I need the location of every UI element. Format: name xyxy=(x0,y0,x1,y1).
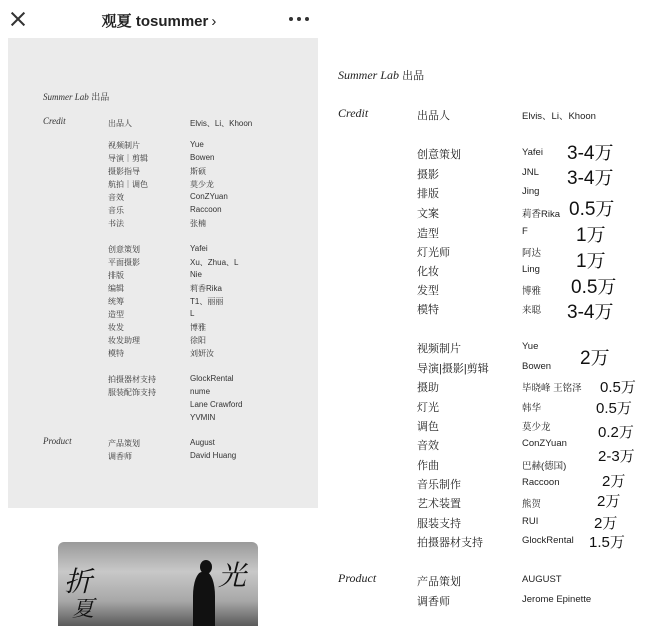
credit-name: 张楠 xyxy=(190,219,206,228)
credit-name: YVMIN xyxy=(190,413,216,422)
calligraphy-mark: 折 xyxy=(64,567,93,598)
credit-role: 模特 xyxy=(417,304,439,316)
price-annotation: 0.5万 xyxy=(596,400,632,417)
credit-name: nume xyxy=(190,387,211,396)
credit-name: L xyxy=(190,309,195,318)
credit-name: RUI xyxy=(522,516,539,527)
credit-role: 音效 xyxy=(108,193,124,202)
credit-name: Elvis、Li、Khoon xyxy=(522,111,596,122)
credit-role: 拍摄器材支持 xyxy=(417,537,483,549)
credit-name: Yue xyxy=(522,341,539,352)
lab-brand: Summer Lab xyxy=(43,92,89,102)
credit-name: 刘妍汝 xyxy=(190,349,214,358)
credit-name: 阿达 xyxy=(522,248,542,259)
account-title[interactable] xyxy=(0,10,318,31)
credit-name: 莫少龙 xyxy=(522,422,551,433)
credit-name: GlockRental xyxy=(190,374,234,383)
credit-name: ConZYuan xyxy=(522,438,567,449)
lab-heading-right xyxy=(338,67,424,83)
credit-name: Raccoon xyxy=(190,205,222,214)
credit-role: 作曲 xyxy=(417,460,439,472)
credit-role: 航拍｜调色 xyxy=(108,180,148,189)
credit-name: GlockRental xyxy=(522,535,574,546)
lab-suffix: 出品 xyxy=(402,70,425,82)
credit-name: 巴赫(德国) xyxy=(522,461,567,472)
credit-role: 文案 xyxy=(417,208,439,220)
credit-name: Bowen xyxy=(522,361,552,372)
credit-role: 造型 xyxy=(417,228,439,240)
credit-role: 摄影指导 xyxy=(108,167,140,176)
lab-brand: Summer Lab xyxy=(338,68,400,82)
credit-name: ConZYuan xyxy=(190,192,228,201)
credit-role: 创意策划 xyxy=(417,149,461,161)
credit-role: 艺术装置 xyxy=(417,498,461,510)
credit-name: Jerome Epinette xyxy=(522,594,592,605)
credit-panel-right xyxy=(318,0,660,626)
credit-name: Lane Crawford xyxy=(190,400,243,409)
credit-name: August xyxy=(190,438,215,447)
product-label-left: Product xyxy=(43,436,72,446)
credit-role: 调香师 xyxy=(417,596,450,608)
credit-role: 拍摄器材支持 xyxy=(108,375,156,384)
price-annotation: 0.2万 xyxy=(598,424,634,441)
price-annotation: 1.5万 xyxy=(589,534,625,551)
product-label-right: Product xyxy=(338,571,377,585)
credit-role: 造型 xyxy=(108,310,124,319)
credit-role: 音效 xyxy=(417,440,439,452)
credit-name: Xu、Zhua、L xyxy=(190,258,239,267)
credit-role: 视频制片 xyxy=(417,343,461,355)
credit-name: Ling xyxy=(522,264,540,275)
price-annotation: 2万 xyxy=(602,473,626,490)
credit-role: 摄影 xyxy=(417,169,439,181)
price-annotation: 2万 xyxy=(580,348,610,369)
price-annotation: 2-3万 xyxy=(598,448,635,465)
credit-role: 灯光师 xyxy=(417,247,450,259)
credit-role: 排版 xyxy=(108,271,124,280)
credit-name: David Huang xyxy=(190,451,237,460)
credit-name: 熊贺 xyxy=(522,499,542,510)
credit-role: 模特 xyxy=(108,349,124,358)
credit-role: 妆发 xyxy=(108,323,124,332)
credit-role: 音乐制作 xyxy=(417,479,461,491)
credit-name: 博雅 xyxy=(190,323,206,332)
figure-silhouette xyxy=(193,572,215,626)
credit-name: 来聪 xyxy=(522,305,542,316)
credit-label-left: Credit xyxy=(43,116,66,126)
credit-name: JNL xyxy=(522,167,539,178)
calligraphy-mark: 光 xyxy=(218,561,247,592)
more-icon[interactable] xyxy=(289,17,309,23)
credit-role: 产品策划 xyxy=(417,576,461,588)
price-annotation: 0.5万 xyxy=(569,199,615,220)
credit-role: 产品策划 xyxy=(108,439,140,448)
credit-role: 视频制片 xyxy=(108,141,140,150)
credit-name: 莉香Rika xyxy=(522,209,561,220)
lab-heading-left xyxy=(43,90,109,103)
credit-name: 韩华 xyxy=(522,403,542,414)
credit-name: 莉香Rika xyxy=(190,284,223,293)
credit-name: T1、丽丽 xyxy=(190,297,224,306)
credit-role: 调香师 xyxy=(108,452,132,461)
credit-role: 化妆 xyxy=(417,266,439,278)
credit-role: 统筹 xyxy=(108,297,124,306)
credit-role: 音乐 xyxy=(108,206,124,215)
credit-name: Bowen xyxy=(190,153,215,162)
credit-name: 博雅 xyxy=(522,286,542,297)
credit-role: 书法 xyxy=(108,219,124,228)
credit-role: 导演|摄影|剪辑 xyxy=(417,363,489,375)
price-annotation: 0.5万 xyxy=(600,379,636,396)
credit-name: Nie xyxy=(190,270,203,279)
price-annotation: 1万 xyxy=(576,251,606,272)
figure-head xyxy=(200,560,212,574)
credit-role: 编辑 xyxy=(108,284,124,293)
price-annotation: 0.5万 xyxy=(571,277,617,298)
price-annotation: 2万 xyxy=(597,493,621,510)
credit-name: AUGUST xyxy=(522,574,562,585)
credit-role: 摄助 xyxy=(417,382,439,394)
credit-name: Elvis、Li、Khoon xyxy=(190,119,253,128)
credit-card-left xyxy=(8,38,318,508)
credit-name: Raccoon xyxy=(522,477,560,488)
account-title-text: 观夏 tosummer xyxy=(101,13,209,30)
calligraphy-mark: 夏 xyxy=(72,596,95,621)
price-annotation: 3-4万 xyxy=(567,168,614,189)
price-annotation: 1万 xyxy=(576,225,606,246)
credit-name: Yafei xyxy=(522,147,543,158)
credit-name: Yue xyxy=(190,140,204,149)
credit-role: 排版 xyxy=(417,188,439,200)
credit-role: 出品人 xyxy=(417,110,450,122)
credit-role: 导演｜剪辑 xyxy=(108,154,148,163)
credit-role: 发型 xyxy=(417,285,439,297)
credit-role: 出品人 xyxy=(108,119,132,128)
credit-role: 创意策划 xyxy=(108,245,140,254)
credit-name: 莫少龙 xyxy=(190,180,214,189)
credit-name: F xyxy=(522,226,528,237)
credit-name: 斯硕 xyxy=(190,167,206,176)
credit-role: 调色 xyxy=(417,421,439,433)
price-annotation: 3-4万 xyxy=(567,143,614,164)
price-annotation: 2万 xyxy=(594,515,618,532)
top-bar xyxy=(0,0,318,38)
credit-role: 服装配饰支持 xyxy=(108,388,156,397)
chevron-right-icon: › xyxy=(211,13,217,30)
article-photo[interactable] xyxy=(58,542,258,626)
credit-name: Yafei xyxy=(190,244,208,253)
credit-role: 平面摄影 xyxy=(108,258,140,267)
credit-label-right: Credit xyxy=(338,106,369,120)
lab-suffix: 出品 xyxy=(91,92,110,102)
credit-role: 妆发助理 xyxy=(108,336,140,345)
price-annotation: 3-4万 xyxy=(567,302,614,323)
credit-name: 徐阳 xyxy=(190,336,206,345)
credit-role: 服装支持 xyxy=(417,518,461,530)
credit-name: 毕晓峰 王铭泽 xyxy=(522,383,582,394)
credit-name: Jing xyxy=(522,186,540,197)
credit-role: 灯光 xyxy=(417,402,439,414)
